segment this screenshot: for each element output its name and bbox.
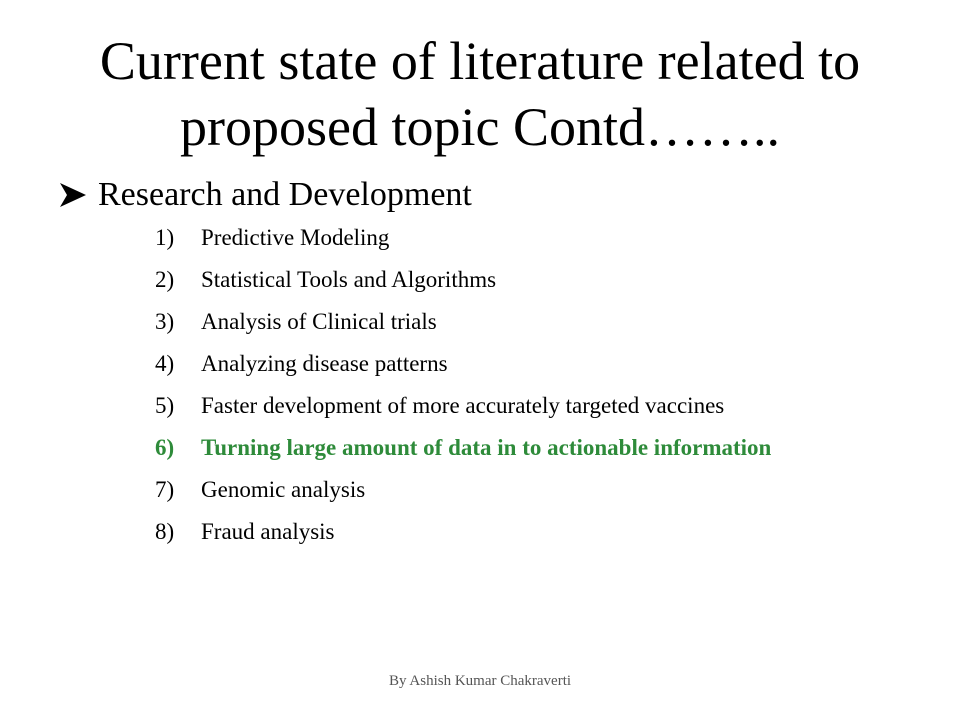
slide-title: Current state of literature related to proposed topic Contd……..	[99, 31, 861, 157]
list-item	[155, 350, 855, 378]
list-item-text: Fraud analysis	[201, 519, 335, 544]
list-item-text: Analysis of Clinical trials	[201, 309, 437, 334]
research-item-list	[155, 224, 855, 560]
list-item-number: 4)	[155, 351, 175, 376]
list-item-number: 7)	[155, 477, 175, 502]
list-item-number: 1)	[155, 225, 175, 250]
list-item-text: Statistical Tools and Algorithms	[201, 267, 497, 292]
list-item	[155, 392, 855, 420]
list-item	[155, 518, 855, 546]
list-item-number: 5)	[155, 393, 175, 418]
list-item-text: Genomic analysis	[201, 477, 366, 502]
list-item-number: 2)	[155, 267, 175, 292]
list-item-number: 3)	[155, 309, 175, 334]
list-item-number: 8)	[155, 519, 175, 544]
list-item	[155, 476, 855, 504]
arrowhead-bullet-icon	[58, 172, 98, 218]
list-item-text: Turning large amount of data in to actionable information	[201, 435, 772, 460]
list-item	[155, 266, 855, 294]
section-heading	[58, 172, 472, 218]
section-heading-label: Research and Development	[98, 176, 472, 213]
list-item-number: 6)	[155, 435, 175, 460]
list-item-text: Predictive Modeling	[201, 225, 390, 250]
list-item-highlighted	[155, 434, 855, 462]
list-item	[155, 224, 855, 252]
list-item	[155, 308, 855, 336]
list-item-text: Analyzing disease patterns	[201, 351, 448, 376]
list-item-text: Faster development of more accurately targeted vaccines	[201, 393, 725, 418]
author-footer: By Ashish Kumar Chakraverti	[388, 673, 572, 689]
